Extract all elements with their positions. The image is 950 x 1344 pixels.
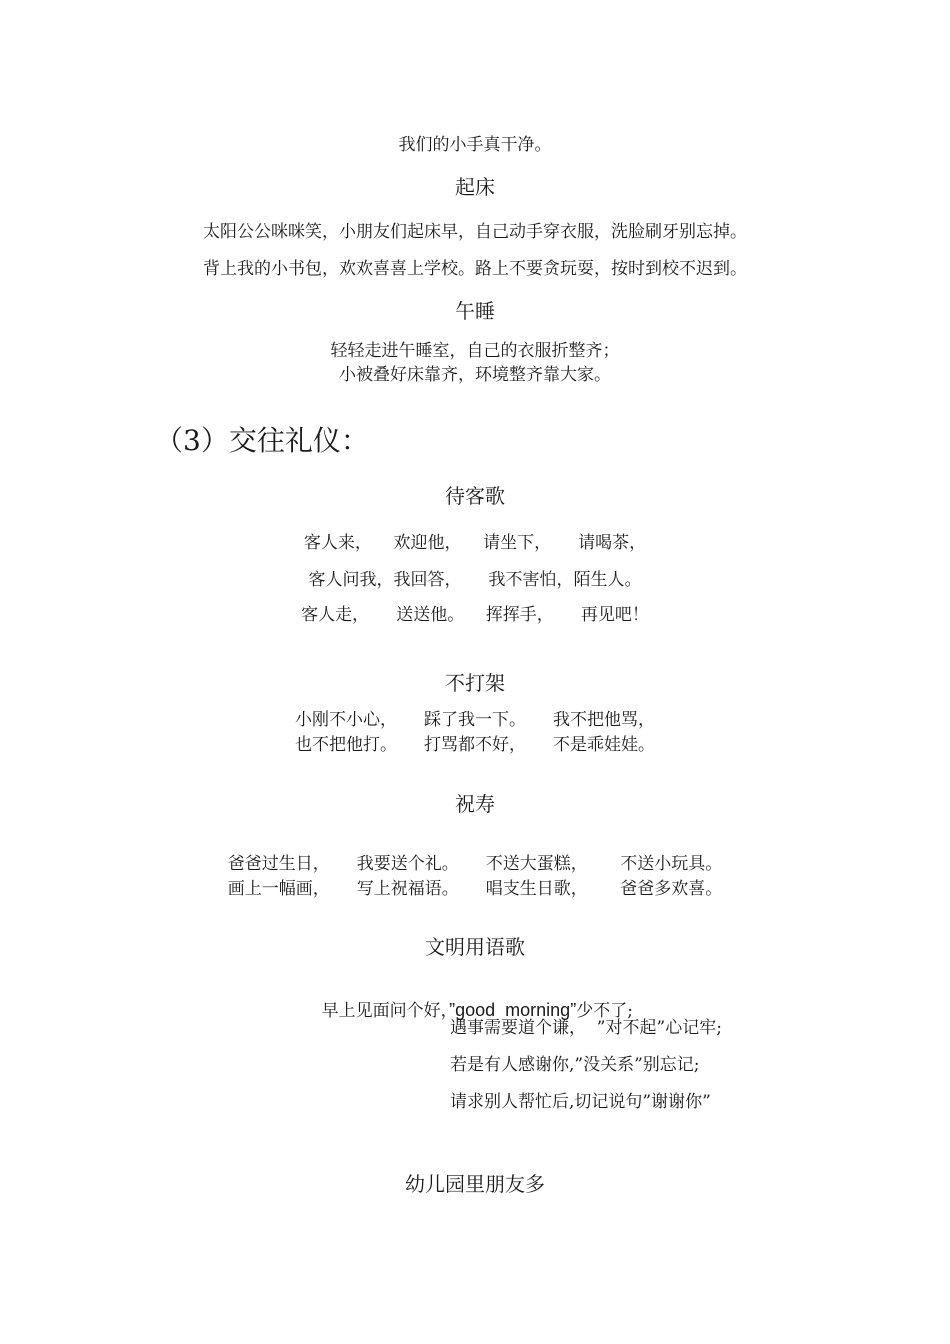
youeryuan-title: 幼儿园里朋友多 — [405, 1172, 545, 1196]
wenming-line-1-part-a: 早上见面问个好， — [321, 1001, 450, 1021]
daike-line-3: 客人走， 送送他。 挥挥手， 再见吧！ — [301, 605, 649, 625]
wenming-line-4: 请求别人帮忙后,切记说句”谢谢你” — [450, 1092, 711, 1112]
zhushou-line-1: 爸爸过生日， 我要送个礼。 不送大蛋糕， 不送小玩具。 — [227, 854, 723, 874]
wenming-title: 文明用语歌 — [425, 935, 525, 959]
section-heading: （3）交往礼仪： — [155, 424, 369, 457]
daike-title: 待客歌 — [445, 484, 505, 508]
budajia-title: 不打架 — [445, 671, 505, 695]
qichuang-title: 起床 — [455, 175, 495, 199]
zhushou-line-2: 画上一幅画， 写上祝福语。 唱支生日歌， 爸爸多欢喜。 — [227, 879, 723, 899]
zhushou-title: 祝寿 — [455, 792, 495, 816]
budajia-line-2: 也不把他打。 打骂都不好， 不是乖娃娃。 — [294, 735, 656, 755]
daike-line-2: 客人问我，我回答， 我不害怕，陌生人。 — [308, 570, 642, 590]
daike-line-1: 客人来， 欢迎他， 请坐下， 请喝茶， — [303, 533, 647, 553]
wushui-title: 午睡 — [455, 299, 495, 323]
wushui-line-2: 小被叠好床靠齐，环境整齐靠大家。 — [339, 365, 611, 385]
intro-line: 我们的小手真干净。 — [398, 135, 552, 155]
wenming-line-1-part-c: 少不了; — [576, 1001, 633, 1021]
wenming-line-1-part-b: ”good morning” — [449, 1000, 577, 1020]
wushui-line-1: 轻轻走进午睡室，自己的衣服折整齐； — [330, 341, 620, 361]
wenming-line-2: 遇事需要道个谦， ”对不起”心记牢; — [450, 1018, 722, 1038]
budajia-line-1: 小刚不小心， 踩了我一下。 我不把他骂， — [294, 710, 656, 730]
qichuang-line-2: 背上我的小书包，欢欢喜喜上学校。路上不要贪玩耍，按时到校不迟到。 — [203, 259, 747, 279]
qichuang-line-1: 太阳公公咪咪笑，小朋友们起床早，自己动手穿衣服，洗脸刷牙别忘掉。 — [203, 222, 747, 242]
wenming-line-3: 若是有人感谢你,”没关系”别忘记; — [450, 1055, 700, 1075]
